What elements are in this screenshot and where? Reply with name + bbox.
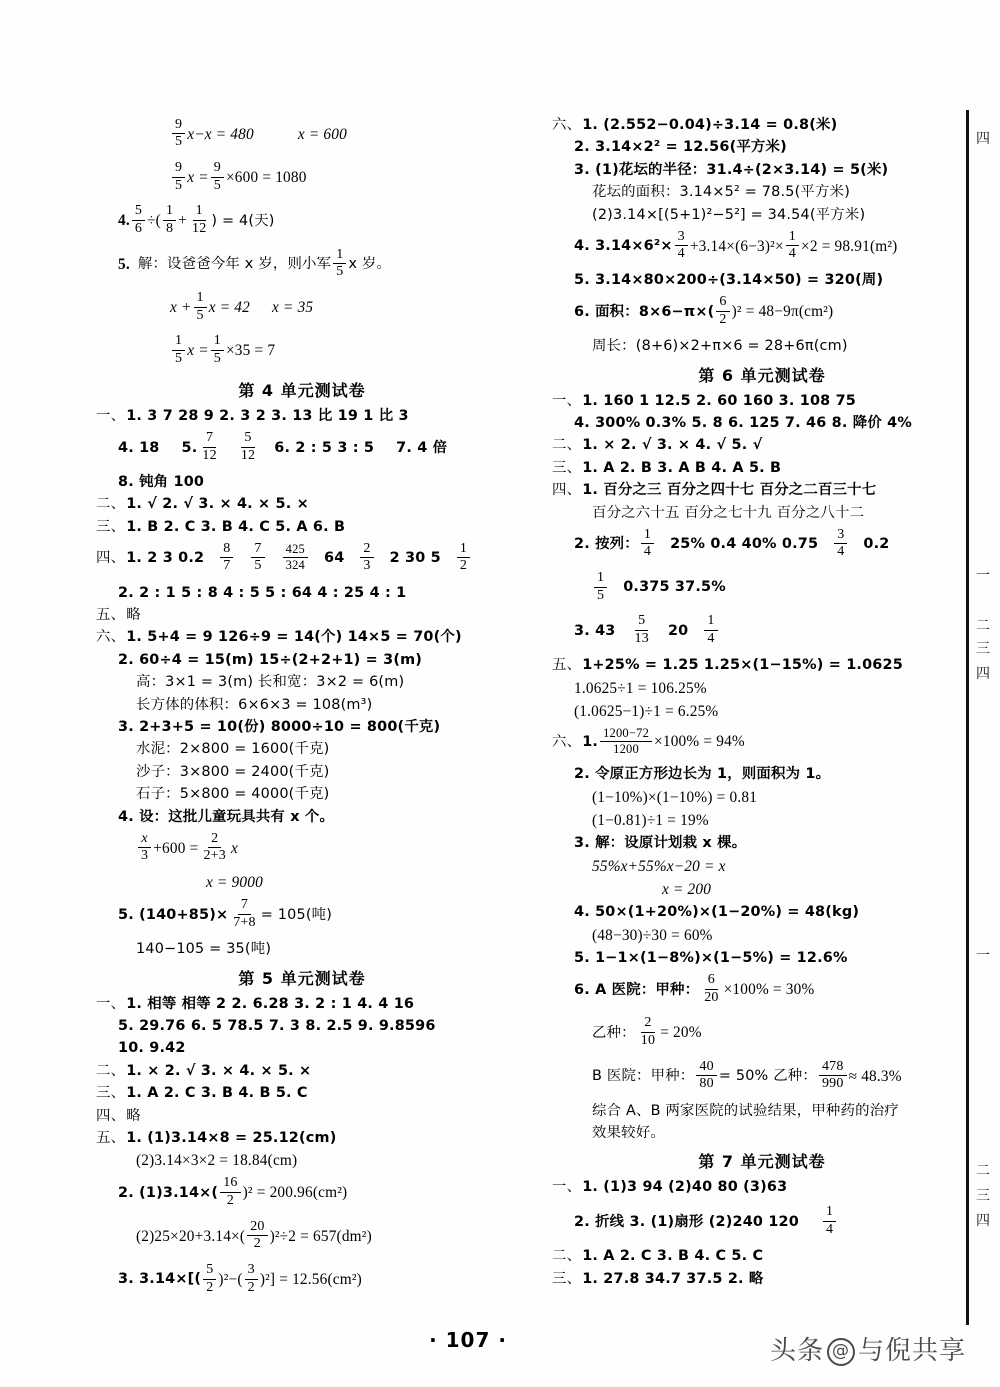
answer-line — [96, 1041, 508, 1055]
answer-text: 4. 设：这批儿童玩具共有 x 个。 — [118, 808, 335, 825]
fraction: $\frac{7}{7+8}$ — [233, 897, 256, 930]
answer-text: 1. A 2. C 3. B 4. B 5. C — [126, 1085, 308, 1102]
unit-7-title: 第 7 单元测试卷 — [698, 1152, 826, 1172]
answer-text: 5. 29.76 6. 5 78.5 7. 3 8. 2.5 9. 9.8596 — [118, 1017, 436, 1034]
answer-line — [552, 461, 972, 475]
section-marker: 三、 — [552, 1270, 582, 1287]
answer-text: B 医院：甲种： — [592, 1068, 695, 1085]
answer-text: (2)25×20+3.14×( — [136, 1227, 246, 1245]
fraction: $\frac{6}{20}$ — [704, 972, 719, 1005]
answer-line — [552, 658, 972, 672]
answer-line — [96, 1131, 508, 1145]
answer-line — [96, 1220, 508, 1252]
fraction: $\frac{9}{5}$ — [172, 118, 185, 150]
answer-line — [96, 542, 508, 574]
answer-text: 1. √ 2. √ 3. × 4. × 5. × — [126, 496, 309, 513]
answer-line — [552, 118, 972, 132]
answer-line — [552, 208, 972, 222]
answer-line — [552, 790, 972, 805]
answer-text: 2. 3.14×2² = 12.56(平方米) — [574, 139, 787, 156]
fraction: $\frac{5}{2}$ — [203, 1263, 216, 1295]
item-number: 1. — [582, 733, 599, 750]
fraction: $\frac{9}{5}$ — [172, 161, 185, 193]
watermark-left-text: 头条 — [769, 1336, 824, 1366]
answer-line — [96, 1064, 508, 1078]
equation-var: x — [230, 839, 238, 857]
answer-text: 1+25% = 1.25 1.25×(1−15%) = 1.0625 — [582, 657, 903, 674]
answer-text: 0.2 — [863, 536, 890, 553]
answer-text: 3. 2+3+5 = 10(份) 8000÷10 = 800(千克) — [118, 719, 441, 736]
solution-text: 解：设爸爸今年 x 岁，则小军 — [137, 256, 332, 273]
answer-text: 1. 3 7 28 9 2. 3 2 3. 13 比 19 1 比 3 — [126, 408, 409, 425]
fraction: $\frac{3}{4}$ — [834, 528, 847, 560]
answer-text: +3.14×(6−3)²× — [689, 237, 784, 255]
equation-text: x + — [170, 299, 192, 317]
answer-line — [552, 571, 972, 603]
edge-marker: 三 — [976, 641, 990, 657]
answer-line — [552, 506, 972, 520]
answer-text: = 50% 乙种： — [718, 1068, 817, 1085]
section-marker: 四、 — [96, 1107, 126, 1124]
watermark-right-text: 与倪共享 — [857, 1336, 966, 1366]
fraction: $\frac{1}{4}$ — [641, 528, 654, 560]
answer-text: 综合 A、B 两家医院的试验结果，甲种药的治疗 — [592, 1102, 899, 1119]
answer-text: 3. (1)花坛的半径：31.4÷(2×3.14) = 5(米) — [574, 161, 889, 178]
answer-text: )²÷2 = 657(dm²) — [269, 1227, 372, 1245]
edge-marker: 四 — [976, 131, 990, 147]
answer-text: 花坛的面积：3.14×5² = 78.5(平方米) — [592, 184, 851, 201]
answer-text: 8. 钝角 100 — [118, 474, 205, 491]
section-marker: 一、 — [552, 392, 582, 409]
fraction: $\frac{1}{2}$ — [457, 542, 470, 574]
equation-result: x = 600 — [297, 125, 347, 143]
plus-sign: + — [178, 212, 187, 230]
fraction: $\frac{1200-72}{1200}$ — [600, 727, 652, 756]
fraction: $\frac{7}{5}$ — [251, 542, 264, 574]
answer-text: 1. 相等 相等 2 2. 6.28 3. 2 : 1 4. 4 16 — [126, 995, 415, 1012]
answer-text: 水泥：2×800 = 1600(千克) — [136, 741, 330, 758]
answer-line — [552, 681, 972, 696]
answer-text: ×100% = 30% — [723, 981, 815, 999]
edge-marker: 二 — [976, 618, 990, 634]
answer-text: 1. 2 3 0.2 — [126, 550, 205, 567]
edge-marker: 二 — [976, 1163, 990, 1179]
right-column — [552, 118, 972, 1307]
fraction: $\frac{425}{324}$ — [283, 543, 308, 572]
answer-text: 20 — [667, 622, 689, 639]
equation-result: ) = 4(天) — [211, 212, 275, 229]
answer-text: 1. × 2. √ 3. × 4. √ 5. √ — [582, 437, 763, 454]
answer-line — [96, 1019, 508, 1033]
answer-line — [552, 140, 972, 154]
answer-line — [552, 727, 972, 756]
answer-text: 1. 27.8 34.7 37.5 2. 略 — [582, 1270, 764, 1287]
equation-text: x = — [187, 168, 209, 186]
answer-line — [552, 1104, 972, 1118]
answer-text: 3. 43 — [574, 622, 616, 639]
answer-text: 周长：(8+6)×2+π×6 = 28+6π(cm) — [592, 338, 848, 355]
fraction: $\frac{9}{5}$ — [211, 161, 224, 193]
equation-text: x = — [187, 342, 209, 360]
answer-text: x = 200 — [662, 881, 712, 899]
answer-line — [96, 675, 508, 689]
answer-text: 6. 2 : 5 3 : 5 — [274, 439, 375, 456]
section-marker: 二、 — [96, 496, 126, 513]
fraction: $\frac{1}{5}$ — [194, 291, 207, 323]
answer-text: 1. A 2. B 3. A B 4. A 5. B — [582, 459, 782, 476]
answer-text: 2. 折线 3. (1)扇形 (2)240 120 — [574, 1213, 799, 1230]
fraction: $\frac{20}{2}$ — [247, 1220, 267, 1252]
answer-text: 2. 60÷4 = 15(m) 15÷(2+2+1) = 3(m) — [118, 651, 423, 668]
edge-marker: 四 — [976, 666, 990, 682]
answer-line — [96, 1109, 508, 1123]
answer-line — [96, 810, 508, 824]
answer-text: 25% 0.4 40% 0.75 — [670, 536, 819, 553]
answer-text: ×2 = 98.91(m²) — [801, 237, 898, 255]
answer-line — [552, 296, 972, 328]
fraction: $\frac{1}{5}$ — [172, 334, 185, 366]
answer-text: 6. A 医院：甲种： — [574, 981, 700, 998]
answer-line — [96, 497, 508, 511]
equation-result: x = 9000 — [206, 874, 263, 892]
fraction: $\frac{5}{12}$ — [240, 430, 256, 463]
fraction: $\frac{3}{4}$ — [675, 230, 688, 262]
answer-text: )² = 48−9π(cm²) — [731, 303, 834, 321]
unit-5-title: 第 5 单元测试卷 — [238, 968, 366, 988]
answer-line — [96, 248, 508, 280]
answer-line — [96, 586, 508, 600]
fraction: $\frac{2}{3}$ — [360, 542, 373, 574]
answer-line — [96, 787, 508, 801]
answer-text: )²] = 12.56(cm²) — [259, 1270, 362, 1288]
answer-line — [552, 836, 972, 850]
answer-line — [552, 416, 972, 430]
answer-line — [552, 1206, 972, 1238]
answer-line — [552, 394, 972, 408]
answer-text: 1. (2.552−0.04)÷3.14 = 0.8(米) — [582, 117, 838, 133]
answer-text: 略 — [126, 1107, 141, 1124]
answer-line — [552, 528, 972, 560]
answer-line — [552, 483, 972, 497]
left-column — [96, 118, 508, 1307]
answer-line — [96, 875, 508, 890]
answer-text: 效果较好。 — [592, 1125, 665, 1142]
answer-text: 1. × 2. √ 3. × 4. × 5. × — [126, 1062, 312, 1079]
edge-marker: 一 — [976, 948, 990, 964]
section-marker: 一、 — [96, 408, 126, 425]
fraction: $\frac{3}{2}$ — [245, 1263, 258, 1295]
answer-line — [96, 720, 508, 734]
section-marker: 二、 — [552, 437, 582, 454]
answer-line — [552, 1060, 972, 1092]
answer-line — [96, 205, 508, 237]
facing-page-edge — [960, 110, 1000, 1325]
answer-text: 百分之六十五 百分之七十九 百分之八十二 — [592, 504, 865, 521]
fraction: $\frac{1}{5}$ — [333, 248, 346, 280]
equation-result: ×35 = 7 — [225, 342, 276, 360]
page-edge-rule — [966, 110, 969, 1325]
answer-line — [96, 475, 508, 489]
answer-text: 石子：5×800 = 4000(千克) — [136, 786, 330, 803]
unit-4-title: 第 4 单元测试卷 — [238, 381, 366, 401]
answer-text: 6. 面积：8×6−π×( — [574, 303, 715, 320]
answer-text: (2)3.14×[(5+1)²−5²] = 34.54(平方米) — [592, 206, 866, 223]
section-marker: 二、 — [552, 1248, 582, 1265]
answer-line — [552, 882, 972, 897]
answer-line — [96, 118, 508, 150]
section-marker: 六、 — [96, 629, 126, 646]
answer-text: 4. 50×(1+20%)×(1−20%) = 48(kg) — [574, 904, 860, 921]
answer-line — [96, 520, 508, 534]
edge-marker: 一 — [976, 568, 990, 584]
fraction: $\frac{5}{6}$ — [132, 204, 145, 236]
answer-text: 1.0625÷1 = 106.25% — [574, 679, 707, 697]
answer-line — [96, 942, 508, 956]
answer-text: )²−( — [218, 1270, 243, 1288]
answer-line — [96, 161, 508, 193]
section-marker: 六、 — [552, 117, 582, 133]
fraction: $\frac{1}{4}$ — [823, 1205, 836, 1237]
answer-line — [552, 767, 972, 781]
answer-text: 5. 1−1×(1−8%)×(1−5%) = 12.6% — [574, 950, 848, 967]
section-marker: 五、 — [96, 1129, 126, 1146]
answer-text: 1. 160 1 12.5 2. 60 160 3. 108 75 — [582, 392, 857, 409]
fraction: $\frac{2}{2+3}$ — [203, 830, 226, 864]
answer-line — [552, 163, 972, 177]
answer-text: 高：3×1 = 3(m) 长和宽：3×2 = 6(m) — [136, 674, 405, 691]
answer-text: 4. 3.14×6²× — [574, 238, 673, 255]
fraction: $\frac{16}{2}$ — [220, 1176, 240, 1208]
answer-line — [552, 928, 972, 943]
answer-line — [96, 1263, 508, 1295]
answer-line — [96, 899, 508, 931]
section-marker: 六、 — [552, 733, 582, 750]
answer-text: 2. 2 : 1 5 : 8 4 : 5 5 : 64 4 : 25 4 : 1 — [118, 584, 407, 601]
answer-line — [552, 1126, 972, 1140]
answer-text: 1. 5+4 = 9 126÷9 = 14(个) 14×5 = 70(个) — [126, 629, 462, 646]
answer-text: = 105(吨) — [260, 906, 333, 923]
answer-text: 2. (1)3.14×( — [118, 1184, 219, 1201]
fraction: $\frac{478}{990}$ — [819, 1060, 847, 1092]
answer-text: 4. 300% 0.3% 5. 8 6. 125 7. 46 8. 降价 4% — [574, 415, 912, 431]
fraction: $\frac{1}{5}$ — [211, 334, 224, 366]
watermark — [770, 1330, 966, 1367]
equation-text: x−x = 480 — [187, 125, 254, 143]
answer-text: (1.0625−1)÷1 = 6.25% — [574, 702, 719, 720]
answer-text: 1. A 2. C 3. B 4. C 5. C — [582, 1248, 764, 1265]
answer-line — [552, 859, 972, 874]
answer-text: 2 30 5 — [389, 550, 441, 567]
answer-line — [552, 615, 972, 647]
answer-text: 3. 3.14×[( — [118, 1271, 202, 1288]
fraction: $\frac{1}{4}$ — [786, 230, 799, 262]
answer-line — [552, 230, 972, 262]
section-marker: 五、 — [552, 657, 582, 674]
answer-text: 乙种： — [592, 1024, 636, 1041]
answer-line — [96, 335, 508, 367]
item-number: 5. — [118, 255, 130, 273]
answer-line — [96, 292, 508, 324]
answer-text: (1−10%)×(1−10%) = 0.81 — [592, 788, 758, 806]
equation-result: x = 35 — [272, 299, 314, 317]
edge-marker: 三 — [976, 1188, 990, 1204]
answer-text: 1. (1)3 94 (2)40 80 (3)63 — [582, 1179, 788, 1196]
answer-text: 140−105 = 35(吨) — [136, 941, 272, 958]
section-marker: 一、 — [96, 995, 126, 1012]
answer-line — [96, 653, 508, 667]
answer-line — [552, 905, 972, 919]
answer-text: = 20% — [660, 1024, 702, 1042]
answer-text: 4. 18 — [118, 439, 160, 456]
answer-line — [552, 273, 972, 287]
answer-text: 沙子：3×800 = 2400(千克) — [136, 763, 330, 780]
fraction: $\frac{1}{5}$ — [594, 571, 607, 603]
equation-text: +600 = — [153, 839, 199, 857]
answer-line — [552, 974, 972, 1006]
fraction: $\frac{1}{12}$ — [192, 203, 207, 236]
answer-text: 1. 百分之三 百分之四十七 百分之二百三十七 — [582, 482, 877, 499]
section-marker: 三、 — [552, 459, 582, 476]
answer-line — [96, 630, 508, 644]
answer-text: ×100% = 94% — [654, 733, 745, 751]
equation-text: ÷( — [147, 212, 161, 230]
answer-line — [552, 1249, 972, 1263]
fraction: $\frac{8}{7}$ — [220, 542, 233, 574]
answer-line — [96, 698, 508, 712]
answer-line — [552, 1272, 972, 1286]
answer-text: 7. 4 倍 — [396, 439, 448, 456]
answer-text: 55%x+55%x−20 = x — [592, 857, 726, 875]
answer-line — [552, 704, 972, 719]
at-icon: @ — [827, 1338, 855, 1366]
equation-result: ×600 = 1080 — [225, 168, 307, 186]
answer-text: )² = 200.96(cm²) — [242, 1184, 348, 1202]
answer-text: 2. 按列： — [574, 536, 639, 553]
answer-text: (48−30)÷30 = 60% — [592, 926, 713, 944]
answer-line — [552, 813, 972, 828]
section-marker: 二、 — [96, 1062, 126, 1079]
answer-text: 长方体的体积：6×6×3 = 108(m³) — [136, 696, 373, 713]
answer-text: 0.375 37.5% — [623, 579, 726, 596]
fraction: $\frac{6}{2}$ — [716, 295, 729, 327]
answer-text: 10. 9.42 — [118, 1040, 186, 1057]
section-marker: 四、 — [552, 482, 582, 499]
fraction: $\frac{7}{12}$ — [202, 430, 217, 463]
answer-text: 5. 3.14×80×200÷(3.14×50) = 320(周) — [574, 272, 884, 289]
answer-line — [96, 765, 508, 779]
fraction: $\frac{x}{3}$ — [138, 832, 151, 864]
answer-line — [96, 832, 508, 864]
answer-text: 略 — [126, 607, 141, 624]
section-marker: 一、 — [552, 1179, 582, 1196]
fraction: $\frac{1}{8}$ — [163, 204, 176, 236]
page-number: · 107 · — [429, 1328, 507, 1352]
answer-text: ≈ 48.3% — [848, 1067, 902, 1085]
fraction: $\frac{1}{4}$ — [704, 614, 717, 646]
answer-line — [96, 1153, 508, 1168]
answer-text: 5. (140+85)× — [118, 906, 229, 923]
answer-line — [552, 951, 972, 965]
answer-text: 1. (1)3.14×8 = 25.12(cm) — [126, 1129, 337, 1146]
fraction: $\frac{2}{10}$ — [640, 1015, 656, 1049]
answer-text: 5. — [181, 439, 198, 456]
answer-line — [552, 1017, 972, 1049]
section-marker: 三、 — [96, 518, 126, 535]
answer-text: 2. 令原正方形边长为 1，则面积为 1。 — [574, 766, 831, 783]
answer-line — [96, 742, 508, 756]
section-marker: 三、 — [96, 1085, 126, 1102]
two-column-body — [96, 118, 976, 1307]
answer-line — [96, 1086, 508, 1100]
answer-line — [96, 608, 508, 622]
answer-line — [552, 339, 972, 353]
fraction: $\frac{40}{80}$ — [696, 1060, 716, 1092]
unit-6-title: 第 6 单元测试卷 — [698, 365, 826, 385]
equation-mid: x = 42 — [208, 299, 251, 317]
fraction: $\frac{5}{13}$ — [634, 613, 649, 646]
answer-line — [96, 997, 508, 1011]
answer-line — [96, 1177, 508, 1209]
answer-line — [552, 438, 972, 452]
edge-marker: 四 — [976, 1213, 990, 1229]
answer-text: 1. B 2. C 3. B 4. C 5. A 6. B — [126, 518, 346, 535]
answer-line — [552, 1180, 972, 1194]
section-marker: 五、 — [96, 607, 126, 624]
solution-tail: x 岁。 — [348, 256, 392, 273]
answer-line — [96, 432, 508, 464]
section-marker: 四、 — [96, 550, 126, 567]
answer-text: 3. 解：设原计划栽 x 棵。 — [574, 835, 747, 852]
answer-text: 64 — [323, 550, 345, 567]
answer-line — [96, 409, 508, 423]
item-number: 4. — [118, 212, 130, 230]
answer-text: (2)3.14×3×2 = 18.84(cm) — [136, 1152, 298, 1170]
answer-line — [552, 185, 972, 199]
answer-text: (1−0.81)÷1 = 19% — [592, 812, 709, 830]
